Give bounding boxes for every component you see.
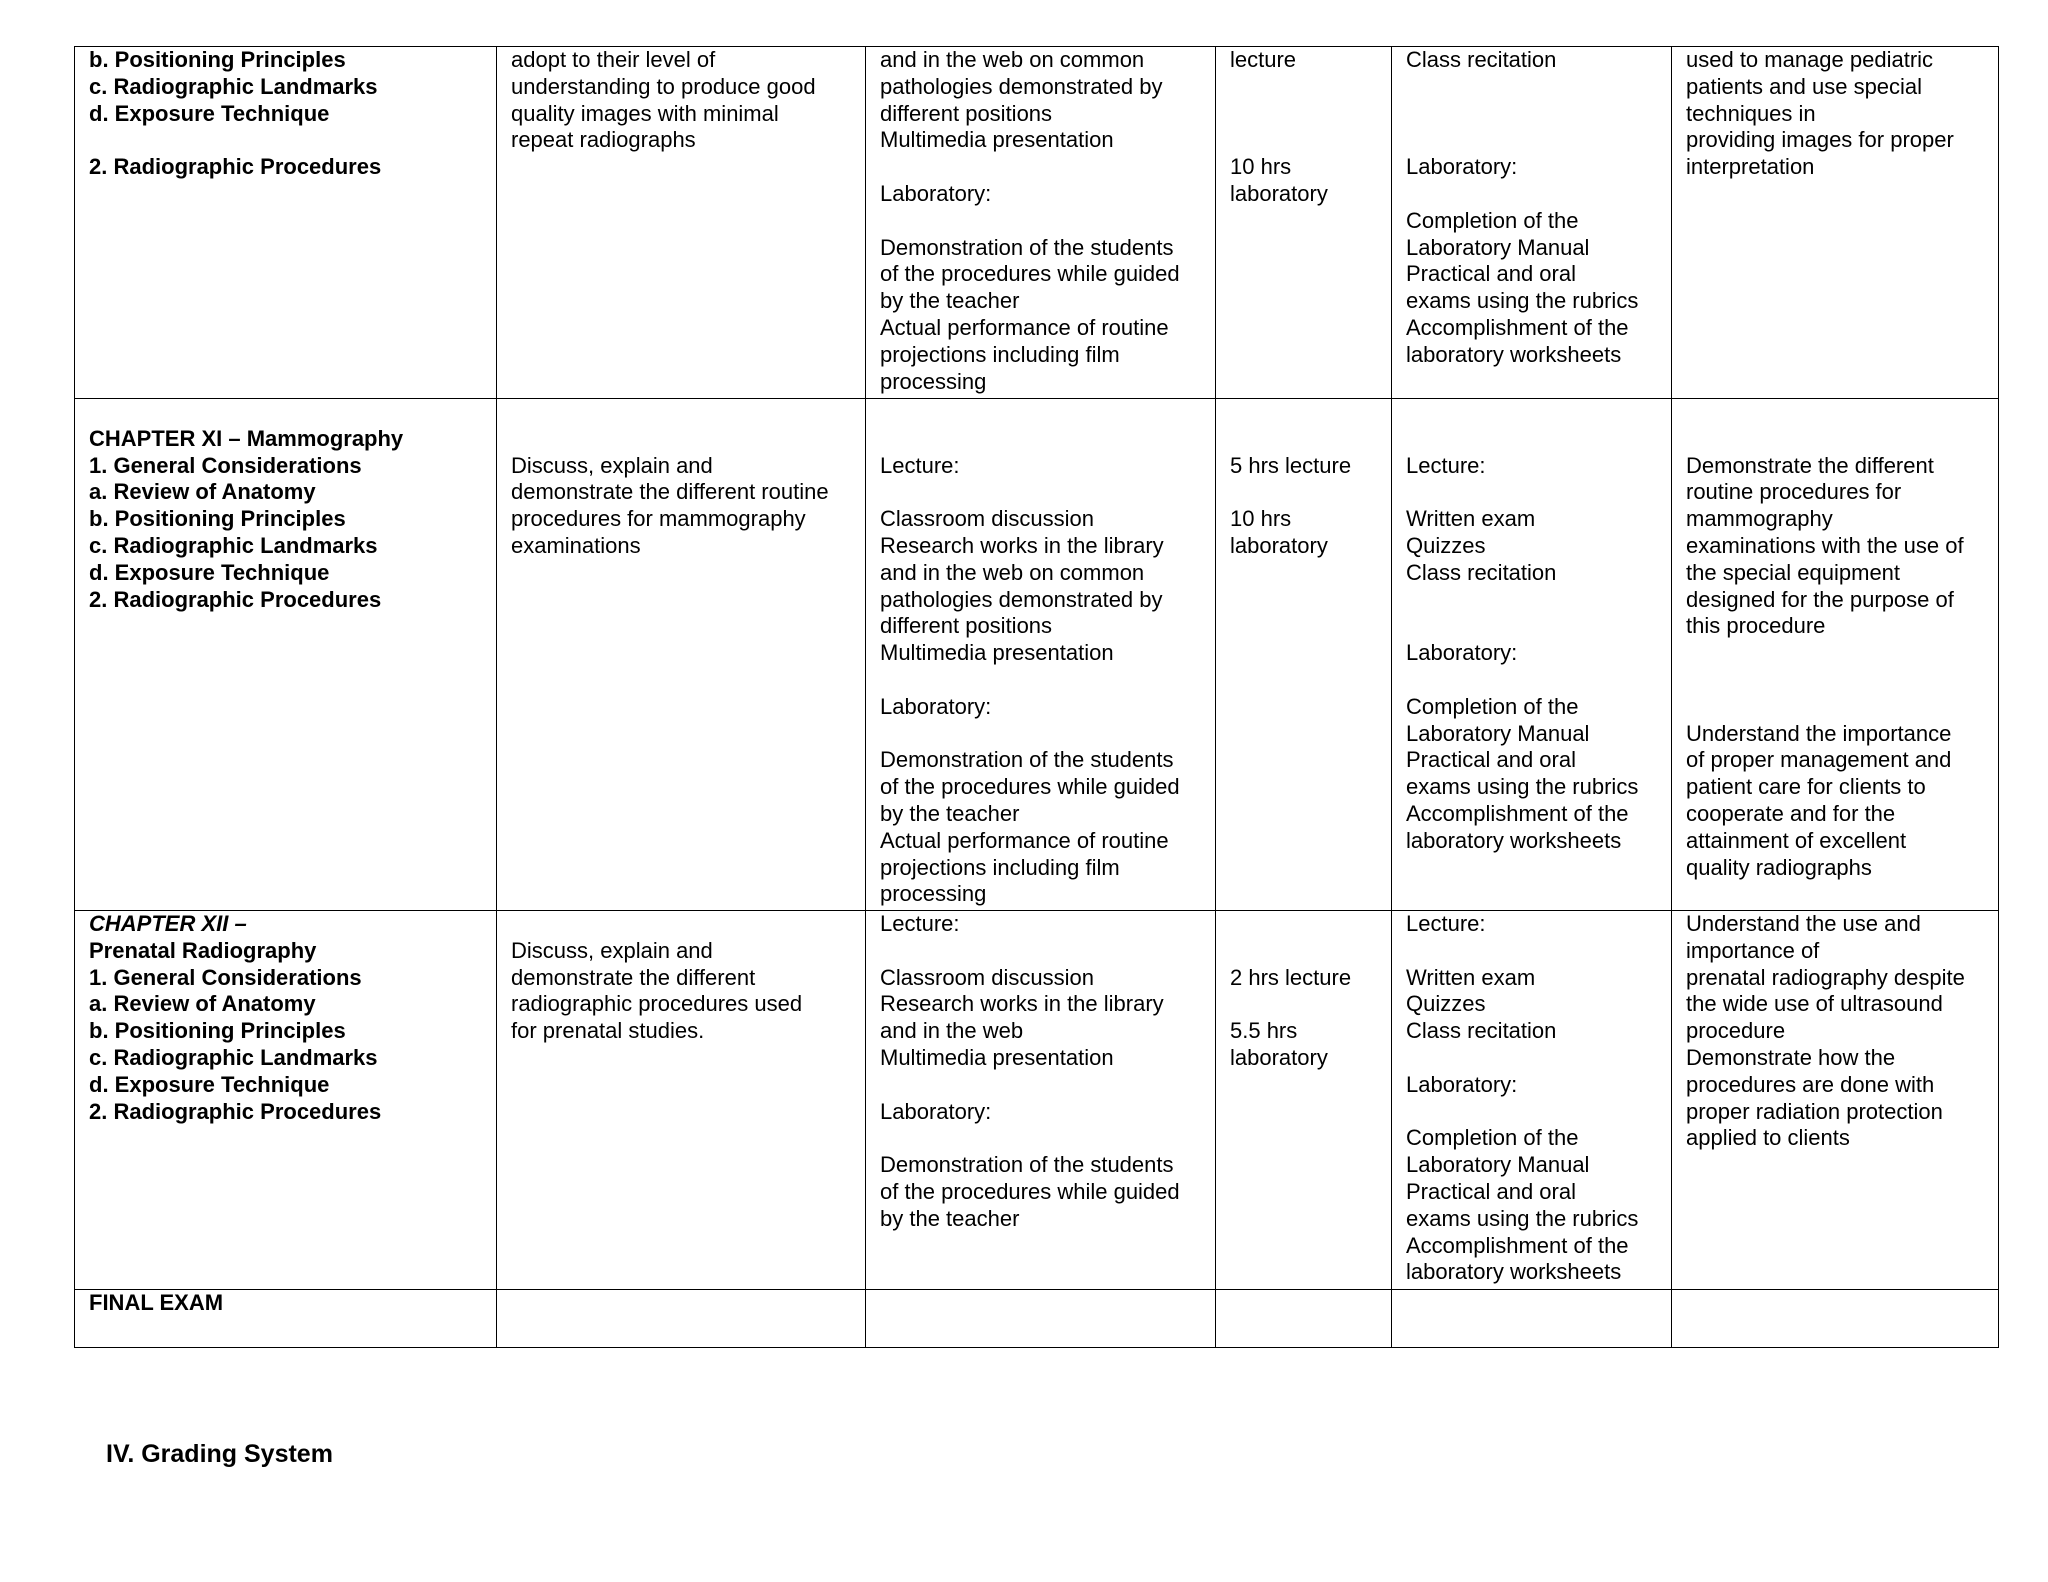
text-line: attainment of excellent — [1686, 827, 1907, 853]
text-line: Demonstrate how the — [1686, 1044, 1896, 1070]
text-line: Discuss, explain and — [511, 937, 713, 963]
text-line: laboratory — [1230, 1044, 1328, 1070]
text-line — [511, 426, 855, 453]
text-line — [880, 1125, 1205, 1152]
text-line: laboratory worksheets — [1406, 827, 1622, 853]
text-line: Actual performance of routine — [880, 827, 1169, 853]
text-line: 5 hrs lecture — [1230, 452, 1352, 478]
text-line — [89, 399, 486, 426]
text-line: d. Exposure Technique — [89, 100, 330, 126]
text-line — [1406, 938, 1661, 965]
table-row — [75, 911, 1999, 1290]
text-line: d. Exposure Technique — [89, 559, 330, 585]
text-line: pathologies demonstrated by — [880, 586, 1163, 612]
text-line: Quizzes — [1406, 991, 1486, 1017]
text-line: b. Positioning Principles — [89, 47, 346, 72]
text-line: Practical and oral — [1406, 261, 1576, 287]
text-line: Laboratory: — [880, 693, 992, 719]
section-heading: IV. Grading System — [106, 1440, 333, 1468]
text-line: Demonstration of the students — [880, 234, 1174, 260]
text-line — [1406, 74, 1661, 101]
text-line: Class recitation — [1406, 1018, 1557, 1044]
topics-cell — [75, 911, 497, 1290]
text-line: demonstrate the different routine — [511, 479, 829, 505]
text-line — [1406, 667, 1661, 694]
text-line: c. Radiographic Landmarks — [89, 532, 378, 558]
text-line: Class recitation — [1406, 559, 1557, 585]
text-line: Lecture: — [1406, 452, 1486, 478]
text-line: 10 hrs — [1230, 154, 1292, 180]
text-line: Classroom discussion — [880, 964, 1094, 990]
text-line: Written exam — [1406, 506, 1536, 532]
text-line: prenatal radiography despite — [1686, 964, 1965, 990]
evaluation-lines — [1406, 911, 1661, 1286]
text-line: 2. Radiographic Procedures — [89, 1098, 382, 1124]
text-line — [880, 208, 1205, 235]
text-line: 1. General Considerations — [89, 964, 362, 990]
text-line: laboratory — [1230, 532, 1328, 558]
text-line — [880, 1072, 1205, 1099]
text-line: Discuss, explain and — [511, 452, 713, 478]
time-lines — [1230, 399, 1381, 560]
text-line: Prenatal Radiography — [89, 937, 317, 963]
empty-cell — [1216, 1290, 1392, 1348]
text-line: radiographic procedures used — [511, 991, 803, 1017]
text-line — [1406, 127, 1661, 154]
text-line: a. Review of Anatomy — [89, 991, 316, 1017]
text-line: Lecture: — [880, 452, 960, 478]
text-line: understanding to produce good — [511, 73, 816, 99]
text-line — [1686, 399, 1988, 426]
text-line: interpretation — [1686, 154, 1815, 180]
text-line — [1406, 1045, 1661, 1072]
text-line: laboratory — [1230, 180, 1328, 206]
text-line: demonstrate the different — [511, 964, 756, 990]
text-line: Laboratory Manual — [1406, 1152, 1590, 1178]
evaluation-cell — [1392, 399, 1672, 911]
text-line: Laboratory: — [1406, 154, 1518, 180]
text-line — [511, 911, 855, 938]
activity-lines — [880, 47, 1205, 395]
text-line — [1406, 613, 1661, 640]
text-line: mammography — [1686, 506, 1833, 532]
text-line: the special equipment — [1686, 559, 1901, 585]
empty-cell — [1392, 1290, 1672, 1348]
text-line: quality images with minimal — [511, 100, 779, 126]
text-line — [1406, 181, 1661, 208]
text-line: 2 hrs lecture — [1230, 964, 1352, 990]
objectives-cell — [497, 47, 866, 399]
topics-cell — [75, 399, 497, 911]
text-line: patient care for clients to — [1686, 774, 1926, 800]
text-line: Laboratory: — [1406, 640, 1518, 666]
text-line: Practical and oral — [1406, 747, 1576, 773]
topic-lines — [89, 938, 486, 1126]
text-line: projections including film — [880, 854, 1120, 880]
text-line: Actual performance of routine — [880, 314, 1169, 340]
text-line — [1686, 640, 1988, 667]
text-line — [1230, 426, 1381, 453]
text-line: Research works in the library — [880, 532, 1164, 558]
topic-lines — [89, 399, 486, 613]
text-line: by the teacher — [880, 800, 1020, 826]
outcomes-cell — [1672, 399, 1999, 911]
table-row — [75, 399, 1999, 911]
text-line: applied to clients — [1686, 1125, 1850, 1151]
text-line: Multimedia presentation — [880, 640, 1114, 666]
text-line: routine procedures for — [1686, 479, 1902, 505]
outcomes-cell — [1672, 911, 1999, 1290]
text-line: Lecture: — [880, 911, 960, 936]
time-cell — [1216, 47, 1392, 399]
text-line: Accomplishment of the — [1406, 314, 1629, 340]
text-line: processing — [880, 368, 987, 394]
text-line — [880, 399, 1205, 426]
text-line: Laboratory: — [880, 1098, 992, 1124]
outcome-lines — [1686, 399, 1988, 881]
text-line: cooperate and for the — [1686, 800, 1896, 826]
syllabus-table — [74, 46, 1999, 1348]
text-line: different positions — [880, 613, 1053, 639]
text-line — [511, 399, 855, 426]
objective-lines — [511, 47, 855, 154]
outcome-lines — [1686, 911, 1988, 1152]
text-line: procedure — [1686, 1018, 1786, 1044]
text-line: 1. General Considerations — [89, 452, 362, 478]
text-line: Laboratory: — [1406, 1071, 1518, 1097]
text-line: Practical and oral — [1406, 1178, 1576, 1204]
text-line: a. Review of Anatomy — [89, 479, 316, 505]
text-line: different positions — [880, 100, 1053, 126]
text-line: Understand the importance — [1686, 720, 1952, 746]
text-line: Completion of the — [1406, 207, 1579, 233]
text-line: designed for the purpose of — [1686, 586, 1954, 612]
text-line: Multimedia presentation — [880, 1044, 1114, 1070]
text-line: Classroom discussion — [880, 506, 1094, 532]
activities-cell — [866, 47, 1216, 399]
text-line: proper radiation protection — [1686, 1098, 1943, 1124]
activity-lines — [880, 911, 1205, 1233]
text-line: c. Radiographic Landmarks — [89, 73, 378, 99]
text-line: processing — [880, 881, 987, 907]
text-line: and in the web — [880, 1018, 1024, 1044]
text-line — [1686, 426, 1988, 453]
text-line — [1230, 101, 1381, 128]
text-line: of the procedures while guided — [880, 261, 1180, 287]
activities-cell — [866, 399, 1216, 911]
text-line: of the procedures while guided — [880, 774, 1180, 800]
topic-lines — [89, 47, 486, 181]
text-line: 5.5 hrs — [1230, 1018, 1298, 1044]
objectives-cell — [497, 911, 866, 1290]
text-line: and in the web on common — [880, 559, 1145, 585]
text-line — [1686, 667, 1988, 694]
topics-cell — [75, 47, 497, 399]
text-line: examinations with the use of — [1686, 532, 1964, 558]
text-line: CHAPTER XI – Mammography — [89, 425, 404, 451]
text-line: c. Radiographic Landmarks — [89, 1044, 378, 1070]
text-line: Quizzes — [1406, 532, 1486, 558]
objective-lines — [511, 399, 855, 560]
text-line: quality radiographs — [1686, 854, 1872, 880]
text-line — [880, 721, 1205, 748]
text-line: by the teacher — [880, 288, 1020, 314]
time-lines — [1230, 47, 1381, 208]
text-line: Demonstration of the students — [880, 747, 1174, 773]
text-line: exams using the rubrics — [1406, 288, 1639, 314]
text-line: Accomplishment of the — [1406, 800, 1629, 826]
text-line: procedures are done with — [1686, 1071, 1935, 1097]
text-line: Demonstration of the students — [880, 1152, 1174, 1178]
text-line — [1230, 938, 1381, 965]
activities-cell — [866, 911, 1216, 1290]
text-line — [1230, 911, 1381, 938]
text-line: Laboratory: — [880, 180, 992, 206]
text-line — [880, 426, 1205, 453]
outcome-lines — [1686, 47, 1988, 181]
outcomes-cell — [1672, 47, 1999, 399]
text-line: 10 hrs — [1230, 506, 1292, 532]
text-line: Class recitation — [1406, 47, 1557, 72]
text-line: Accomplishment of the — [1406, 1232, 1629, 1258]
text-line: Lecture: — [1406, 911, 1486, 936]
text-line: 2. Radiographic Procedures — [89, 586, 382, 612]
text-line — [1406, 399, 1661, 426]
text-line — [1406, 101, 1661, 128]
text-line: laboratory worksheets — [1406, 1259, 1622, 1285]
text-line: adopt to their level of — [511, 47, 716, 72]
text-line: patients and use special — [1686, 73, 1923, 99]
empty-cell — [866, 1290, 1216, 1348]
text-line: Laboratory Manual — [1406, 720, 1590, 746]
evaluation-cell — [1392, 47, 1672, 399]
text-line: procedures for mammography — [511, 506, 806, 532]
time-lines — [1230, 911, 1381, 1072]
text-line: projections including film — [880, 341, 1120, 367]
text-line: Understand the use and — [1686, 911, 1921, 936]
text-line — [1230, 479, 1381, 506]
text-line: Demonstrate the different — [1686, 452, 1934, 478]
text-line: laboratory worksheets — [1406, 341, 1622, 367]
text-line — [1406, 426, 1661, 453]
text-line: Multimedia presentation — [880, 127, 1114, 153]
text-line: pathologies demonstrated by — [880, 73, 1163, 99]
text-line: d. Exposure Technique — [89, 1071, 330, 1097]
text-line — [880, 667, 1205, 694]
evaluation-lines — [1406, 47, 1661, 369]
text-line: exams using the rubrics — [1406, 774, 1639, 800]
time-cell — [1216, 399, 1392, 911]
text-line: the wide use of ultrasound — [1686, 991, 1943, 1017]
text-line: Completion of the — [1406, 1125, 1579, 1151]
text-line: and in the web on common — [880, 47, 1145, 72]
text-line: of the procedures while guided — [880, 1178, 1180, 1204]
text-line — [1230, 399, 1381, 426]
text-line — [1230, 991, 1381, 1018]
chapter-title: CHAPTER XII – — [89, 911, 247, 936]
text-line: of proper management and — [1686, 747, 1952, 773]
text-line — [89, 127, 486, 154]
text-line: exams using the rubrics — [1406, 1205, 1639, 1231]
text-line: techniques in — [1686, 100, 1816, 126]
table-row — [75, 47, 1999, 399]
table-row — [75, 1290, 1999, 1348]
final-exam-cell — [75, 1290, 497, 1348]
objectives-cell — [497, 399, 866, 911]
text-line: examinations — [511, 532, 641, 558]
text-line — [880, 938, 1205, 965]
text-line: providing images for proper — [1686, 127, 1954, 153]
text-line: Written exam — [1406, 964, 1536, 990]
text-line — [880, 154, 1205, 181]
evaluation-lines — [1406, 399, 1661, 855]
final-exam-label: FINAL EXAM — [89, 1290, 224, 1315]
activity-lines — [880, 399, 1205, 908]
text-line: b. Positioning Principles — [89, 1018, 346, 1044]
text-line: for prenatal studies. — [511, 1018, 705, 1044]
text-line: 2. Radiographic Procedures — [89, 154, 382, 180]
empty-cell — [1672, 1290, 1999, 1348]
text-line: b. Positioning Principles — [89, 506, 346, 532]
objective-lines — [511, 911, 855, 1045]
text-line: importance of — [1686, 937, 1820, 963]
text-line — [1406, 479, 1661, 506]
text-line — [1230, 74, 1381, 101]
text-line: by the teacher — [880, 1205, 1020, 1231]
text-line — [880, 479, 1205, 506]
text-line — [1406, 1099, 1661, 1126]
text-line: Laboratory Manual — [1406, 234, 1590, 260]
text-line — [1686, 694, 1988, 721]
evaluation-cell — [1392, 911, 1672, 1290]
text-line: repeat radiographs — [511, 127, 696, 153]
time-cell — [1216, 911, 1392, 1290]
text-line: lecture — [1230, 47, 1297, 72]
empty-cell — [497, 1290, 866, 1348]
text-line — [1230, 127, 1381, 154]
text-line: Research works in the library — [880, 991, 1164, 1017]
text-line: Completion of the — [1406, 693, 1579, 719]
text-line — [1406, 587, 1661, 614]
text-line: used to manage pediatric — [1686, 47, 1934, 72]
text-line: this procedure — [1686, 613, 1826, 639]
